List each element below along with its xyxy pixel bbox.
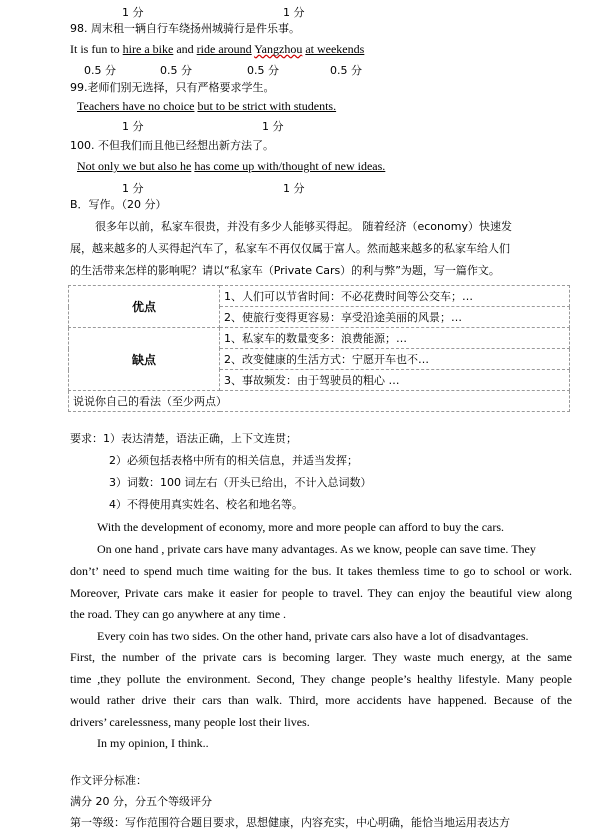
q98-number: 98. [70, 22, 88, 35]
q99-score-1: 1 分 [122, 120, 144, 133]
requirement-line: 2）必须包括表格中所有的相关信息，并适当发挥； [109, 454, 358, 467]
essay-line: the road. They can go anywhere at any time . [70, 607, 287, 621]
q100-chinese: 不但我们而且他已经想出新方法了。 [98, 139, 274, 152]
q98-answer [70, 42, 364, 56]
criteria-level1: 第一等级：写作范围符合题目要求，思想健康，内容充实，中心明确，能恰当地运用表达方 [70, 816, 510, 829]
q99-number: 99. [70, 81, 88, 94]
q100-answer-part: Not only we but also he [77, 159, 192, 173]
writing-prompt-line: 的生活带来怎样的影响呢？请以“私家车（Private Cars）的利与弊”为题，写一篇作文。 [70, 264, 500, 277]
essay-line: First, the number of the private cars is becoming larger. They waste much energy, at the same [70, 650, 572, 664]
q98-question [70, 22, 300, 36]
criteria-total: 满分 20 分，分五个等级评分 [70, 795, 212, 808]
q100-score-1: 1 分 [122, 182, 144, 195]
writing-prompt-line: 展，越来越多的人买得起汽车了，私家车不再仅仅属于富人。然而越来越多的私家车给人们 [70, 242, 510, 255]
q98-score-1: 0.5 分 [84, 64, 116, 77]
pros-item: 1、人们可以节省时间：不必花费时间等公交车；… [220, 286, 570, 307]
requirement-line: 3）词数：100 词左右（开头已给出，不计入总词数） [109, 476, 372, 489]
cons-label: 缺点 [69, 328, 220, 391]
essay-line: drivers’ carelessness, many people lost their lives. [70, 715, 310, 729]
requirement-line: 4）不得使用真实姓名、校名和地名等。 [109, 498, 303, 511]
q100-question [70, 139, 274, 153]
q100-score-2: 1 分 [283, 182, 305, 195]
q98-answer-part: It is fun to [70, 42, 123, 56]
q98-answer-part: hire a bike [122, 42, 174, 56]
writing-heading: B．写作。（20 分） [70, 198, 167, 211]
q97-score-2: 1 分 [283, 6, 305, 19]
cons-item: 1、私家车的数量变多：浪费能源；… [220, 328, 570, 349]
q99-chinese: 老师们别无选择，只有严格要求学生。 [87, 81, 275, 94]
q98-answer-part: and [173, 42, 197, 56]
cons-item: 3、事故频发：由于驾驶员的粗心 … [220, 370, 570, 391]
q98-answer-part: ride around [196, 42, 252, 56]
q98-answer-part: Yangzhou [254, 42, 303, 56]
q100-answer [77, 159, 385, 173]
essay-intro: With the development of economy, more and more people can afford to buy the cars. [97, 520, 505, 534]
q98-score-3: 0.5 分 [247, 64, 279, 77]
essay-conclusion: In my opinion, I think.. [97, 736, 209, 750]
q98-chinese: 周末租一辆自行车绕扬州城骑行是件乐事。 [91, 22, 300, 35]
q100-number: 100. [70, 139, 95, 152]
q97-score-1: 1 分 [122, 6, 144, 19]
criteria-title: 作文评分标准： [70, 774, 147, 787]
essay-line: would rather drive their cars than walk. Third, more accidents have happened. Because of the [70, 693, 572, 707]
q99-score-2: 1 分 [262, 120, 284, 133]
essay-line: On one hand , private cars have many advantages. As we know, people can save time. They [97, 542, 536, 556]
essay-line: don’t’ need to spend much time waiting for the bus. It takes themless time to go to school or work. [70, 564, 572, 578]
q99-answer-part: but to be strict with students. [197, 99, 337, 113]
pros-cons-table [68, 285, 570, 412]
q99-answer [77, 99, 336, 113]
requirement-line: 要求：1）表达清楚，语法正确，上下文连贯； [70, 432, 297, 445]
q99-question [70, 81, 275, 95]
q98-score-2: 0.5 分 [160, 64, 192, 77]
essay-line: Moreover, Private cars make it easier for people to travel. They can enjoy the beautiful view along [70, 586, 572, 600]
writing-prompt-line: 很多年以前，私家车很贵，并没有多少人能够买得起。 随着经济（economy）快速发 [95, 220, 512, 233]
cons-item: 2、改变健康的生活方式：宁愿开车也不… [220, 349, 570, 370]
essay-line: time ,they pollute the environment. Second, They change people’s healthy lifestyle. Many people [70, 672, 572, 686]
pros-label: 优点 [69, 286, 220, 328]
q98-score-4: 0.5 分 [330, 64, 362, 77]
q100-answer-part: has come up with/thought of new ideas. [194, 159, 386, 173]
q98-answer-part: at weekends [305, 42, 365, 56]
opinion-row: 说说你自己的看法（至少两点） [69, 391, 570, 412]
essay-line: Every coin has two sides. On the other hand, private cars also have a lot of disadvantages. [97, 629, 529, 643]
q99-answer-part: Teachers have no choice [77, 99, 195, 113]
pros-item: 2、使旅行变得更容易：享受沿途美丽的风景；… [220, 307, 570, 328]
